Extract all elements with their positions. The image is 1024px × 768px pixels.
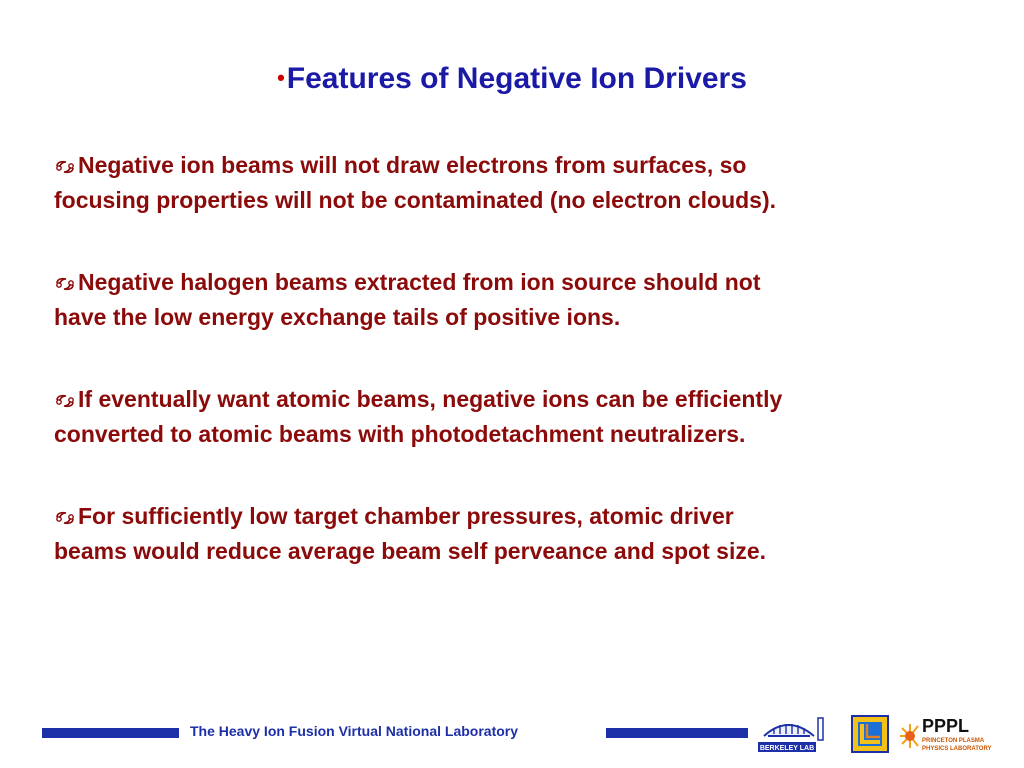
svg-text:PHYSICS LABORATORY: PHYSICS LABORATORY bbox=[922, 746, 992, 752]
bullet-line-1: If eventually want atomic beams, negative ions can be efficiently bbox=[78, 386, 783, 412]
cancer-glyph-icon bbox=[54, 159, 76, 175]
bullet-item bbox=[54, 382, 974, 452]
footer-bar-right bbox=[606, 728, 748, 738]
title-bullet: • bbox=[277, 65, 285, 90]
pppl-logo bbox=[898, 714, 992, 756]
footer-lab-name: The Heavy Ion Fusion Virtual National Laboratory bbox=[190, 723, 519, 739]
bullet-line-2: focusing properties will not be contaminated (no electron clouds). bbox=[54, 187, 777, 213]
bullet-item bbox=[54, 148, 974, 218]
cancer-glyph-icon bbox=[54, 276, 76, 292]
bullet-line-1: Negative halogen beams extracted from ion source should not bbox=[78, 269, 761, 295]
llnl-logo bbox=[850, 714, 890, 754]
cancer-glyph-icon bbox=[54, 393, 76, 409]
bullet-list bbox=[54, 148, 974, 616]
slide-title-text: Features of Negative Ion Drivers bbox=[286, 62, 747, 95]
svg-text:PPPL: PPPL bbox=[922, 716, 970, 736]
cancer-glyph-icon bbox=[54, 510, 76, 526]
bullet-line-1: For sufficiently low target chamber pressures, atomic driver bbox=[78, 503, 734, 529]
svg-text:PRINCETON PLASMA: PRINCETON PLASMA bbox=[922, 738, 985, 744]
slide-title bbox=[0, 62, 1024, 96]
bullet-line-2: beams would reduce average beam self perveance and spot size. bbox=[54, 538, 767, 564]
bullet-line-2: converted to atomic beams with photodetachment neutralizers. bbox=[54, 421, 746, 447]
bullet-line-2: have the low energy exchange tails of positive ions. bbox=[54, 304, 621, 330]
bullet-item bbox=[54, 499, 974, 569]
bullet-line-1: Negative ion beams will not draw electrons from surfaces, so bbox=[78, 152, 747, 178]
svg-text:BERKELEY LAB: BERKELEY LAB bbox=[759, 745, 815, 752]
berkeley-lab-logo bbox=[758, 712, 830, 756]
footer-bar-left bbox=[42, 728, 179, 738]
bullet-item bbox=[54, 265, 974, 335]
